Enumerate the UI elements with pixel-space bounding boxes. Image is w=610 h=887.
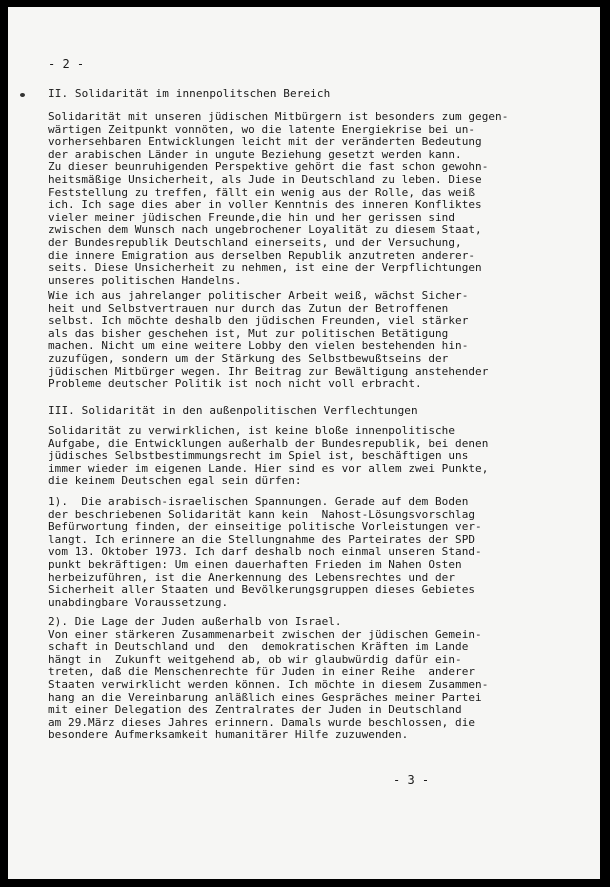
text-line: die innere Emigration aus derselben Republik anzutreten anderer- (48, 248, 476, 262)
text-line: selbst. Ich möchte deshalb den jüdischen Freunden, viel stärker (48, 314, 469, 328)
text-line: schaft in Deutschland und den demokratischen Kräften im Lande (48, 640, 469, 654)
text-line: Feststellung zu treffen, fällt ein wenig aus der Rolle, das weiß (48, 185, 476, 199)
text-line: die keinem Deutschen egal sein dürfen: (48, 474, 302, 488)
text-line: vorhersehbaren Entwicklungen leicht mit der veränderten Bedeutung (48, 135, 482, 149)
text-line: 1). Die arabisch-israelischen Spannungen. Gerade auf dem Boden (48, 495, 469, 508)
text-line: immer wieder im eigenen Lande. Hier sind es vor allem zwei Punkte, (48, 461, 489, 475)
text-line: herbeizuführen, ist die Anerkennung des Lebensrechtes und der (48, 570, 456, 584)
text-line: am 29.März dieses Jahres erinnern. Damals wurde beschlossen, die (48, 715, 476, 729)
paragraph-1 (48, 111, 508, 287)
text-line: wärtigen Zeitpunkt vonnöten, wo die latente Energiekrise bei un- (48, 122, 476, 136)
text-line: der Bundesrepublik Deutschland einerseits, und der Versuchung, (48, 235, 462, 249)
text-line: heit und Selbstvertrauen nur durch das Zutun der Betroffenen (48, 301, 449, 315)
text-line: Solidarität zu verwirklichen, ist keine bloße innenpolitische (48, 424, 456, 437)
text-line: der arabischen Länder in ungute Beziehung gesetzt werden kann. (48, 147, 462, 161)
text-line: Probleme deutscher Politik ist noch nicht voll erbracht. (48, 377, 422, 391)
text-line: zuzufügen, sondern um der Stärkung des Selbstbewußtseins der (48, 351, 449, 365)
text-line: unabdingbare Voraussetzung. (48, 595, 229, 609)
text-line: treten, daß die Menschenrechte für Juden in einer Reihe anderer (48, 665, 476, 679)
section-heading-2: II. Solidarität im innenpolitschen Bereich (48, 87, 331, 100)
text-line: seits. Diese Unsicherheit zu nehmen, ist eine der Verpflichtungen (48, 261, 482, 275)
text-line: langt. Ich erinnere an die Stellungnahme des Parteirates der SPD (48, 532, 476, 546)
text-line: Von einer stärkeren Zusammenarbeit zwischen der jüdischen Gemein- (48, 627, 482, 641)
text-line: Sicherheit aller Staaten und Bevölkerungsgruppen dieses Gebietes (48, 583, 476, 597)
page-number-bottom: - 3 - (393, 773, 430, 787)
paragraph-5 (48, 616, 488, 742)
text-line: mit einer Delegation des Zentralrates der Juden in Deutschland (48, 703, 462, 717)
text-line: Staaten verwirklicht werden können. Ich möchte in diesem Zusammen- (48, 677, 489, 691)
text-line: hang an die Vereinbarung anläßlich eines Gespräches meiner Partei (48, 690, 482, 704)
section-heading-3: III. Solidarität in den außenpolitischen Verflechtungen (48, 404, 418, 417)
text-line: Solidarität mit unseren jüdischen Mitbürgern ist besonders zum gegen- (48, 110, 509, 123)
text-line: Aufgabe, die Entwicklungen außerhalb der Bundesrepublik, bei denen (48, 436, 489, 450)
page-number-top: - 2 - (48, 57, 85, 71)
paragraph-2 (48, 290, 488, 391)
text-line: als das bisher geschehen ist, Mut zur politischen Betätigung (48, 326, 449, 340)
document-page (8, 7, 600, 879)
text-line: jüdischen Mitbürger wegen. Ihr Beitrag zur Bewältigung anstehender (48, 364, 489, 378)
text-line: jüdisches Selbstbestimmungsrecht im Spiel ist, beschäftigen uns (48, 449, 469, 463)
text-line: besondere Aufmerksamkeit humanitärer Hilfe zuzuwenden. (48, 728, 409, 742)
text-line: unseres politischen Handelns. (48, 273, 242, 287)
text-line: heitsmäßige Unsicherheit, als Jude in Deutschland zu leben. Diese (48, 172, 482, 186)
text-line: Wie ich aus jahrelanger politischer Arbeit weiß, wächst Sicher- (48, 289, 469, 302)
paragraph-4 (48, 496, 482, 609)
text-line: Zu dieser beunruhigenden Perspektive gehört die fast schon gewohn- (48, 160, 489, 174)
text-line: Befürwortung finden, der einseitige politische Vorleistungen ver- (48, 520, 482, 534)
margin-mark (20, 93, 25, 97)
text-line: machen. Nicht um eine weitere Lobby den vielen bestehenden hin- (48, 339, 469, 353)
paragraph-3 (48, 425, 488, 488)
text-line: vieler meiner jüdischen Freunde,die hin und her gerissen sind (48, 210, 456, 224)
text-line: ich. Ich sage dies aber in voller Kenntnis des inneren Konfliktes (48, 198, 482, 212)
text-line: zwischen dem Wunsch nach ungebrochener Loyalität zu diesem Staat, (48, 223, 482, 237)
text-line: hängt in Zukunft weitgehend ab, ob wir glaubwürdig dafür ein- (48, 652, 462, 666)
text-line: der beschriebenen Solidarität kann kein Nahost-Lösungsvorschlag (48, 507, 476, 521)
text-line: 2). Die Lage der Juden außerhalb von Israel. (48, 615, 342, 628)
text-line: punkt bekräftigen: Um einen dauerhaften Frieden im Nahen Osten (48, 557, 462, 571)
text-line: vom 13. Oktober 1973. Ich darf deshalb noch einmal unseren Stand- (48, 545, 482, 559)
